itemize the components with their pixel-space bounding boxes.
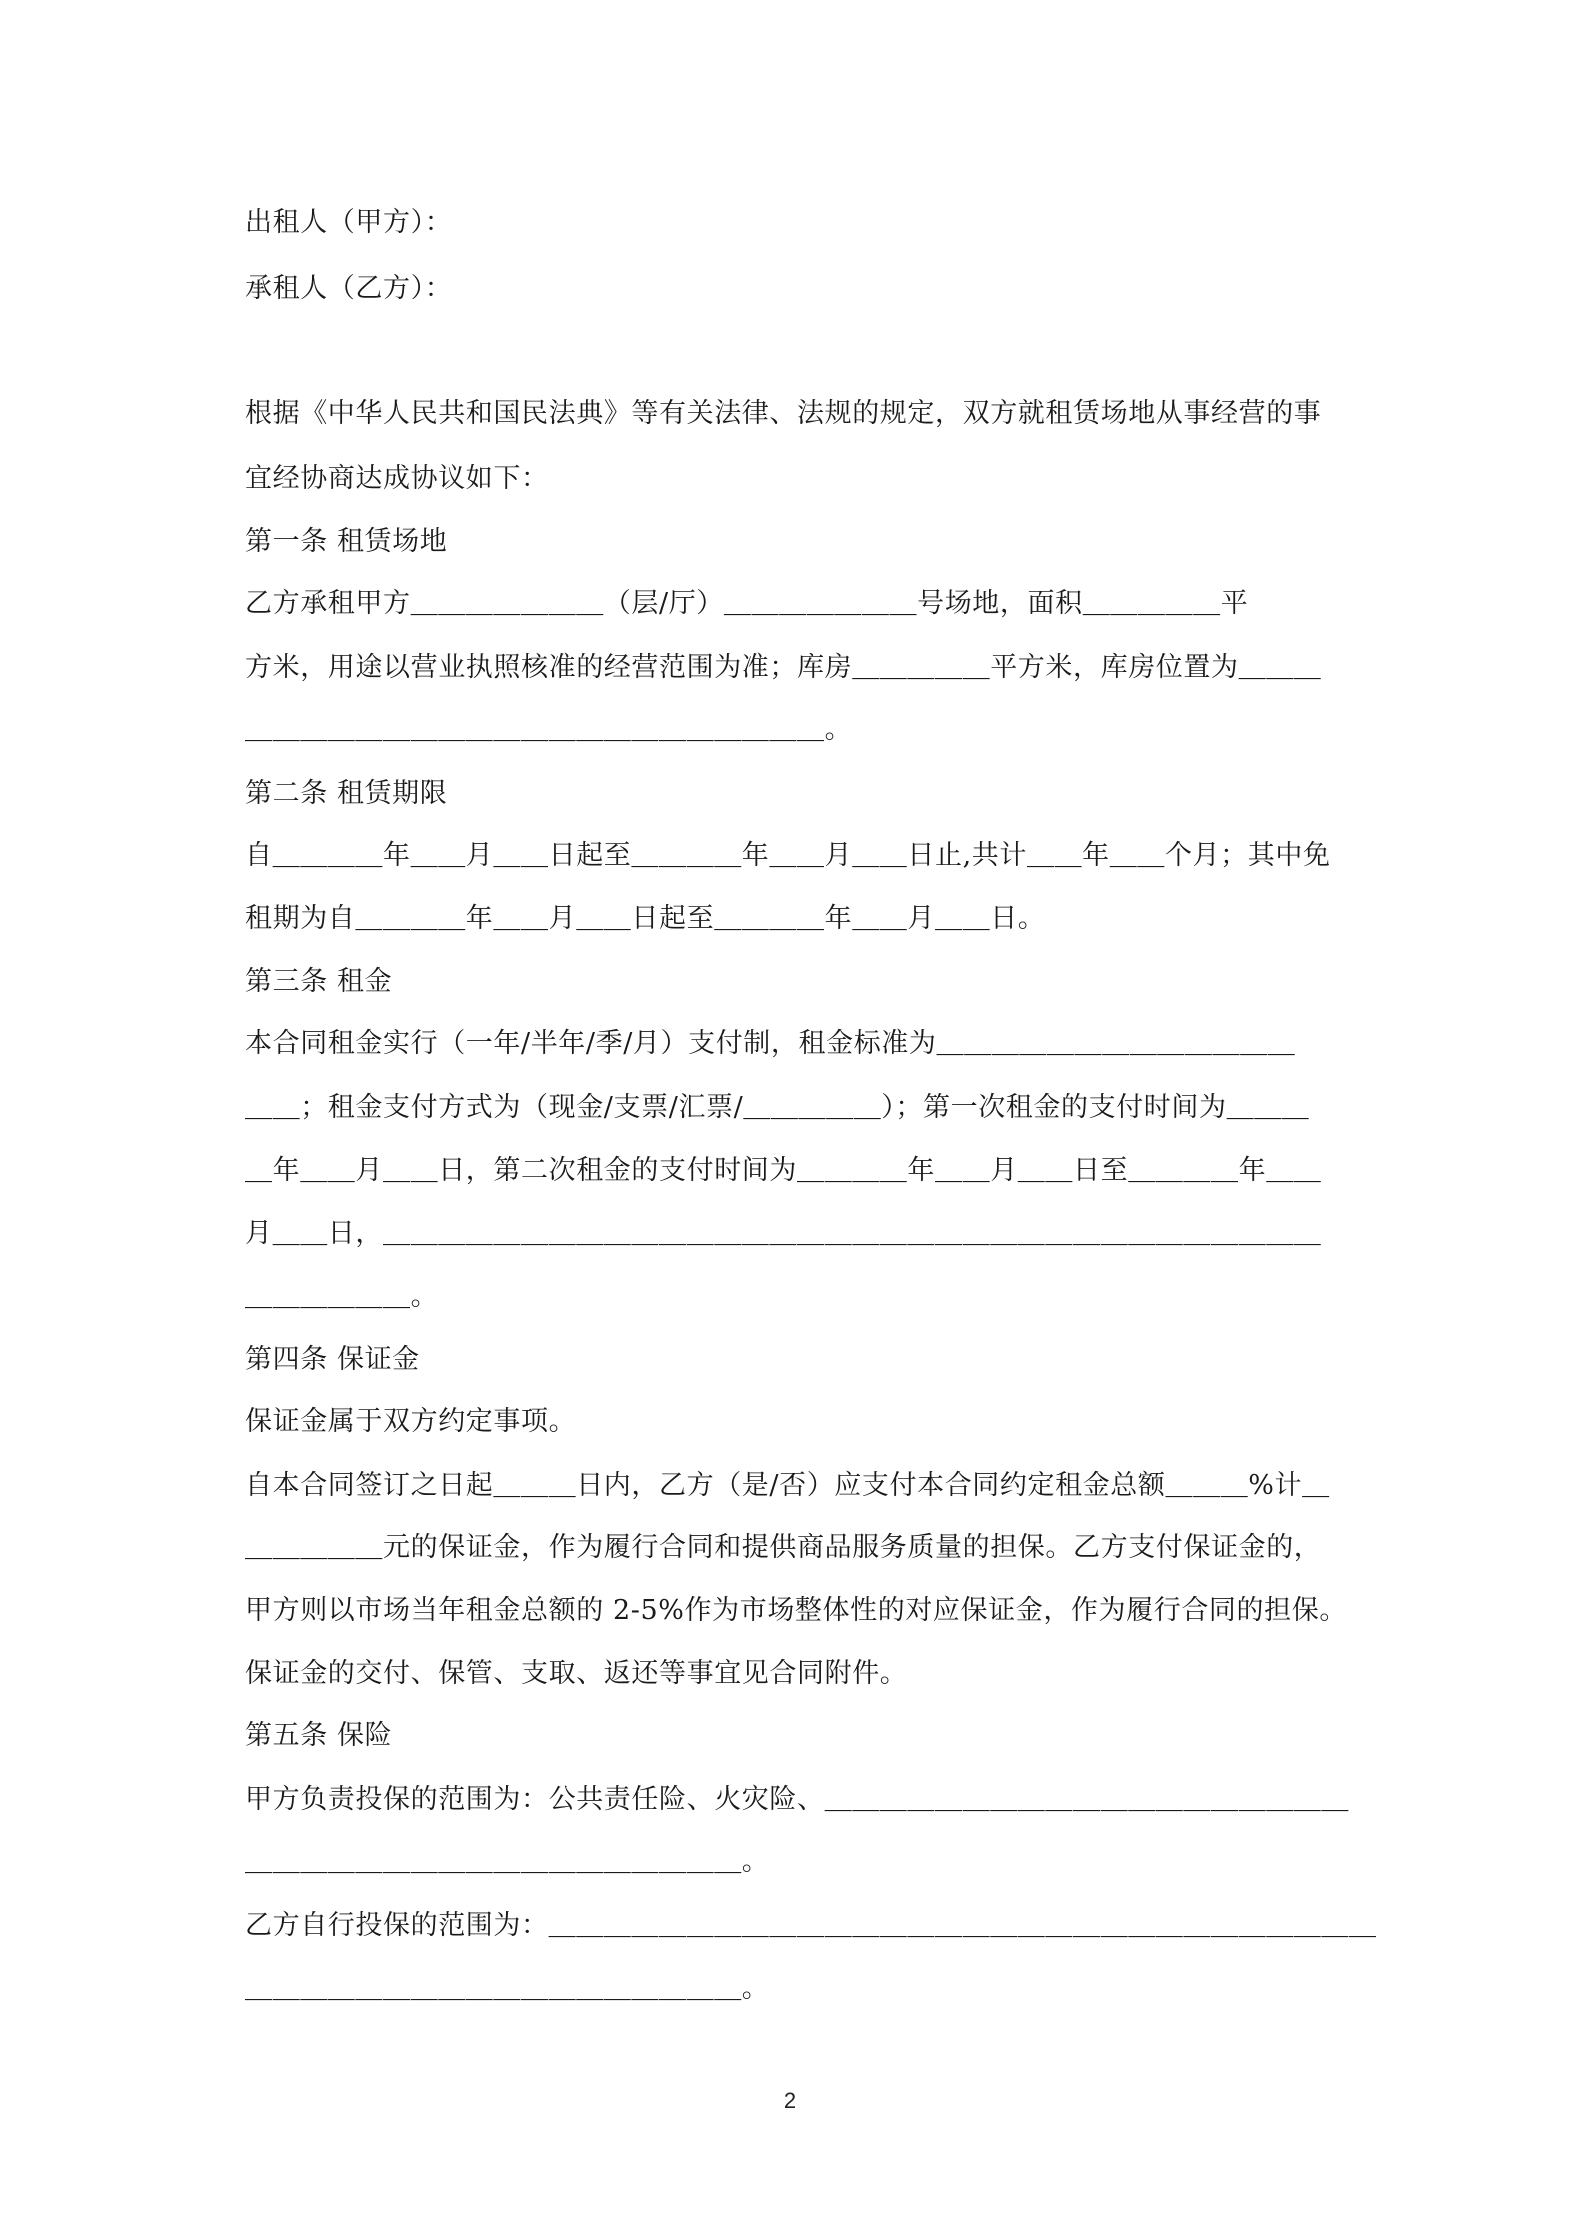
article-2-line-2: 租期为自＿＿＿＿年＿＿月＿＿日起至＿＿＿＿年＿＿月＿＿日。 [245, 903, 1046, 934]
article-5-line-2: ＿＿＿＿＿＿＿＿＿＿＿＿＿＿＿＿＿＿。 [245, 1846, 770, 1877]
article-5-line-3: 乙方自行投保的范围为：＿＿＿＿＿＿＿＿＿＿＿＿＿＿＿＿＿＿＿＿＿＿＿＿＿＿＿＿＿＿ [245, 1910, 1377, 1941]
article-4-line-3: ＿＿＿＿＿元的保证金，作为履行合同和提供商品服务质量的担保。乙方支付保证金的， [245, 1532, 1322, 1563]
article-4-line-4: 甲方则以市场当年租金总额的 2-5%作为市场整体性的对应保证金，作为履行合同的担保。 [245, 1595, 1347, 1626]
article-3-line-4: 月＿＿日，＿＿＿＿＿＿＿＿＿＿＿＿＿＿＿＿＿＿＿＿＿＿＿＿＿＿＿＿＿＿＿＿＿＿ [245, 1218, 1322, 1249]
article-3-line-3: ＿年＿＿月＿＿日，第二次租金的支付时间为＿＿＿＿年＿＿月＿＿日至＿＿＿＿年＿＿ [245, 1155, 1322, 1186]
article-1-line-2: 方米，用途以营业执照核准的经营范围为准；库房＿＿＿＿＿平方米，库房位置为＿＿＿ [245, 652, 1322, 683]
article-5-line-4: ＿＿＿＿＿＿＿＿＿＿＿＿＿＿＿＿＿＿。 [245, 1973, 770, 2004]
article-3-line-1: 本合同租金实行（一年/半年/季/月）支付制，租金标准为＿＿＿＿＿＿＿＿＿＿＿＿＿ [245, 1028, 1296, 1059]
article-3-line-2: ＿＿；租金支付方式为（现金/支票/汇票/＿＿＿＿＿）；第一次租金的支付时间为＿＿＿ [245, 1092, 1310, 1123]
preamble-line-2: 宜经协商达成协议如下： [245, 463, 549, 494]
article-2-line-1: 自＿＿＿＿年＿＿月＿＿日起至＿＿＿＿年＿＿月＿＿日止,共计＿＿年＿＿个月；其中免 [245, 840, 1331, 871]
preamble-line-1: 根据《中华人民共和国民法典》等有关法律、法规的规定，双方就租赁场地从事经营的事 [245, 398, 1322, 429]
article-1-line-3: ＿＿＿＿＿＿＿＿＿＿＿＿＿＿＿＿＿＿＿＿＿。 [245, 714, 853, 745]
article-5-line-1: 甲方负责投保的范围为：公共责任险、火灾险、＿＿＿＿＿＿＿＿＿＿＿＿＿＿＿＿＿＿＿ [245, 1784, 1349, 1815]
article-1-line-1: 乙方承租甲方＿＿＿＿＿＿＿（层/厅）＿＿＿＿＿＿＿号场地，面积＿＿＿＿＿平 [245, 588, 1249, 619]
lessor-line: 出租人（甲方）： [245, 207, 453, 238]
lessee-line: 承租人（乙方）： [245, 273, 453, 304]
article-3-heading: 第三条 租金 [245, 966, 393, 997]
page-number: 2 [783, 2088, 797, 2113]
article-4-line-2: 自本合同签订之日起＿＿＿日内，乙方（是/否）应支付本合同约定租金总额＿＿＿%计＿ [245, 1470, 1330, 1501]
article-3-line-5: ＿＿＿＿＿＿。 [245, 1281, 439, 1312]
article-4-heading: 第四条 保证金 [245, 1344, 420, 1375]
article-4-line-1: 保证金属于双方约定事项。 [245, 1406, 577, 1437]
article-1-heading: 第一条 租赁场地 [245, 526, 448, 557]
article-2-heading: 第二条 租赁期限 [245, 778, 448, 809]
article-5-heading: 第五条 保险 [245, 1720, 393, 1751]
article-4-line-5: 保证金的交付、保管、支取、返还等事宜见合同附件。 [245, 1658, 908, 1689]
